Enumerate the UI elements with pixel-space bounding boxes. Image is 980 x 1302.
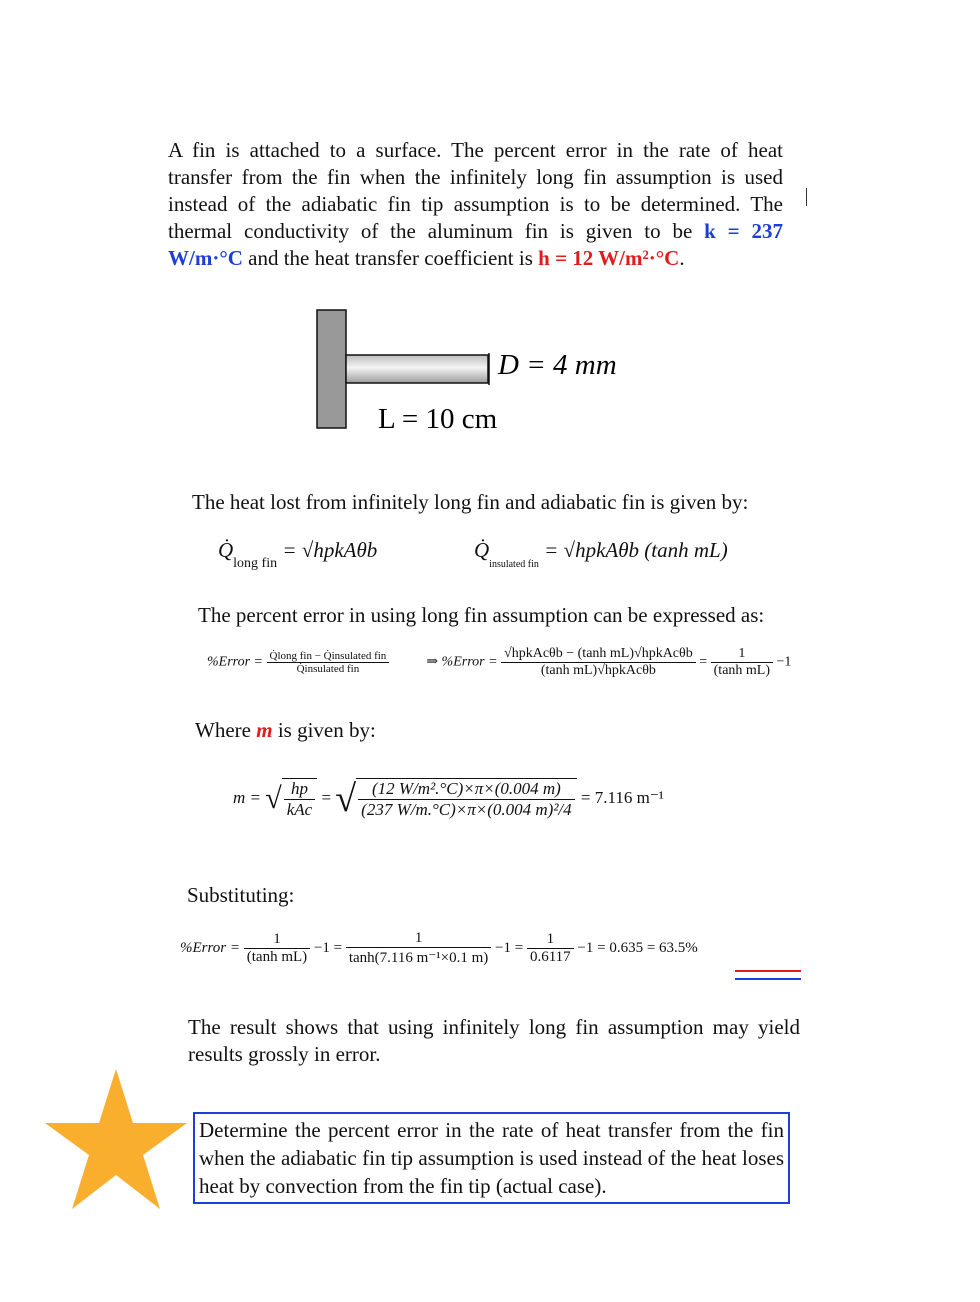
subst-fraction-2: $\frac{1}{\text{tanh(7.116 m⁻¹×0.1 m)}}$: [346, 930, 491, 967]
heat-lost-text: The heat lost from infinitely long fin and adiabatic fin is given by:: [192, 490, 749, 514]
length-label: L = 10 cm: [378, 403, 498, 435]
long-fin-equation: [218, 538, 378, 571]
q-long-rhs: = √hpkAθb: [282, 538, 378, 562]
m-fraction-1: $\frac{hp}{\text{kAc}}$: [282, 778, 317, 820]
where-text: Where m is given by:: [195, 718, 376, 742]
insulated-fin-equation: [474, 538, 728, 570]
answer-underline-red: [735, 970, 801, 972]
text-cursor: [806, 188, 807, 206]
m-expression: m = √ $\frac{hp}{\text{kAc}}$ = √ $\frac{\text{(12 W/m².°C)×π×(0.004 m)}}{\text{(237 W/m.°C)×π×(0.004 m)²/4}}$ = 7.116 m⁻¹: [233, 778, 664, 820]
m-result: = 7.116 m⁻¹: [580, 787, 664, 807]
intro-text-3: .: [679, 246, 685, 270]
star-icon: [45, 1067, 187, 1213]
q-insulated-subscript: insulated fin: [489, 559, 539, 570]
m-equals: =: [321, 787, 332, 807]
intro-paragraph: [168, 137, 783, 272]
intro-text-2: and the heat transfer coefficient is: [242, 246, 539, 270]
m-lhs: m =: [233, 787, 261, 807]
q-long-subscript: long fin: [233, 556, 278, 571]
m-fraction-2: $\frac{\text{(12 W/m².°C)×π×(0.004 m)}}{\text{(237 W/m.°C)×π×(0.004 m)²/4}}$: [356, 778, 577, 820]
error-arrow: ⇒ %Error =: [426, 654, 498, 670]
error-equals: =: [699, 654, 708, 670]
subst-fraction-3: $\frac{1}{0.6117}$: [527, 931, 574, 966]
intro-text-1: A fin is attached to a surface. The percent error in the rate of heat transfer from the fin when the infinitely long fin assumption is used instead of the adiabatic fin tip assumption is to be determined. The thermal conductivity of the aluminum fin is given to be: [168, 138, 783, 243]
diameter-label: D = 4 mm: [498, 349, 617, 381]
answer-underline-blue: [735, 978, 801, 980]
percent-error-text: The percent error in using long fin assumption can be expressed as:: [198, 603, 765, 627]
k-value: k = 237 W/m·°C: [168, 219, 783, 270]
error-fraction-2: $\frac{\text{√hpkAcθb − (tanh mL)√hpkAcθb}}{\text{(tanh mL)√hpkAcθb}}$: [501, 646, 696, 679]
fin-figure: [300, 300, 660, 440]
subst-fraction-1: $\frac{1}{\text{(tanh mL)}}$: [244, 931, 310, 966]
substituting-text: Substituting:: [187, 883, 295, 907]
error-fraction-3: $\frac{1}{\text{(tanh mL)}}$: [711, 646, 773, 679]
question-text: Determine the percent error in the rate of heat transfer from the fin when the adiabatic fin tip assumption is used instead of the heat loses heat by convection from the fin tip (actual case).: [199, 1118, 784, 1198]
result-text: The result shows that using infinitely long fin assumption may yield results grossly in error.: [188, 1015, 800, 1066]
error-expression: [207, 646, 791, 679]
m-symbol: m: [256, 718, 273, 742]
substitution-expression: %Error = $\frac{1}{\text{(tanh mL)}}$ −1 = $\frac{1}{\text{tanh(7.116 m⁻¹×0.1 m)}}$ −1 = $\frac{1}{0.6117}$ −1 = 0.635 = 63.5%: [180, 930, 698, 966]
fin-rod: [346, 355, 488, 383]
question-box: [193, 1112, 790, 1204]
error-fraction-1: $\frac{\text{Q̇long fin − Q̇insulated fin}}{\text{Q̇insulated fin}}$: [267, 650, 390, 675]
q-insulated-rhs: = √hpkAθb (tanh mL): [544, 538, 728, 562]
q-insulated-symbol: Q̇: [474, 538, 490, 562]
subst-result: −1 = 0.635 = 63.5%: [577, 939, 698, 956]
wall: [317, 310, 346, 428]
h-value: h = 12 W/m²·°C: [538, 246, 680, 270]
q-long-symbol: Q̇: [218, 538, 234, 562]
error-minus-one: −1: [776, 654, 792, 670]
error-lhs: %Error =: [207, 654, 263, 670]
